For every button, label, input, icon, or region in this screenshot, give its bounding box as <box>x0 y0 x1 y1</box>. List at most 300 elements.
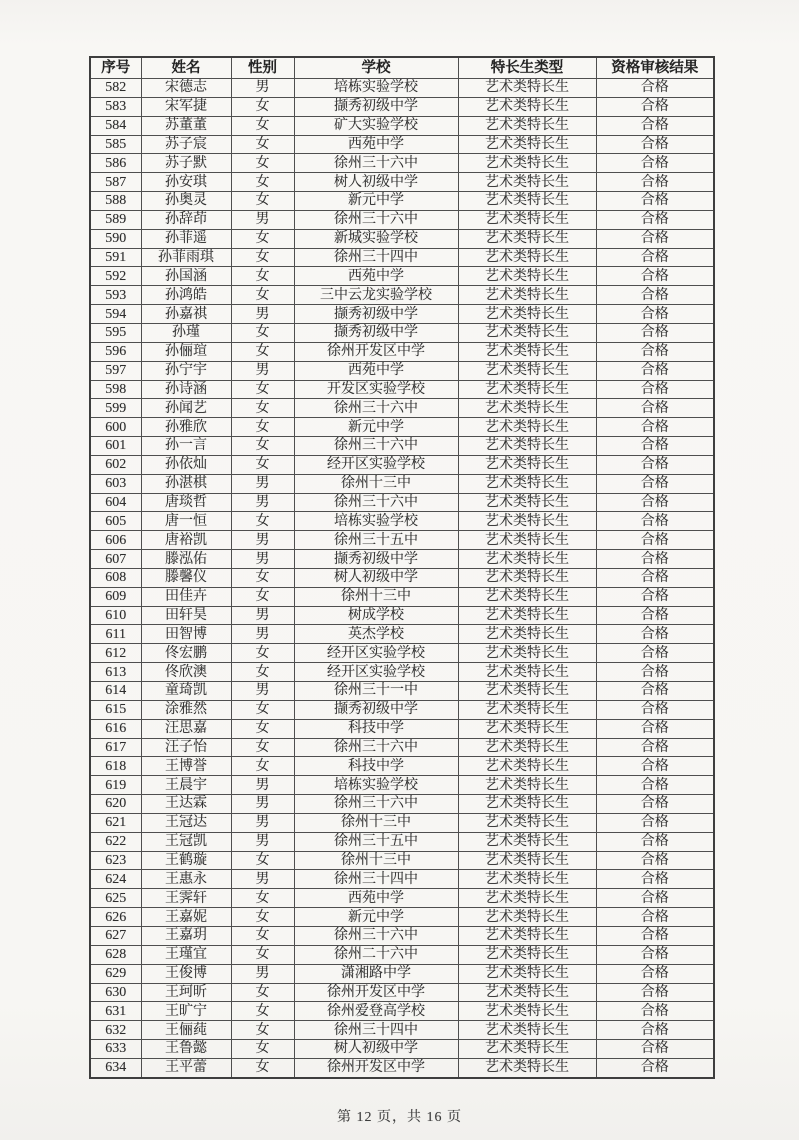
table-row <box>90 568 714 587</box>
cell-no: 600 <box>90 418 141 437</box>
cell-gender: 女 <box>231 380 294 399</box>
cell-result: 合格 <box>596 399 714 418</box>
cell-school: 徐州三十一中 <box>294 682 458 701</box>
table-row <box>90 1040 714 1059</box>
cell-gender: 男 <box>231 870 294 889</box>
cell-type: 艺术类特长生 <box>458 568 596 587</box>
cell-school: 三中云龙实验学校 <box>294 286 458 305</box>
cell-no: 593 <box>90 286 141 305</box>
cell-gender: 男 <box>231 493 294 512</box>
cell-name: 孙宁宇 <box>141 361 231 380</box>
table-row <box>90 512 714 531</box>
cell-name: 王博誉 <box>141 757 231 776</box>
cell-type: 艺术类特长生 <box>458 870 596 889</box>
cell-name: 王旷宁 <box>141 1002 231 1021</box>
cell-gender: 女 <box>231 587 294 606</box>
cell-result: 合格 <box>596 1021 714 1040</box>
cell-school: 徐州三十六中 <box>294 738 458 757</box>
table-row <box>90 757 714 776</box>
cell-type: 艺术类特长生 <box>458 286 596 305</box>
cell-result: 合格 <box>596 964 714 983</box>
cell-no: 588 <box>90 192 141 211</box>
cell-no: 605 <box>90 512 141 531</box>
cell-result: 合格 <box>596 908 714 927</box>
cell-gender: 男 <box>231 964 294 983</box>
cell-gender: 女 <box>231 889 294 908</box>
cell-gender: 男 <box>231 795 294 814</box>
cell-school: 徐州三十六中 <box>294 399 458 418</box>
cell-school: 西苑中学 <box>294 361 458 380</box>
cell-gender: 男 <box>231 210 294 229</box>
table-row <box>90 870 714 889</box>
table-row <box>90 606 714 625</box>
cell-type: 艺术类特长生 <box>458 531 596 550</box>
cell-no: 602 <box>90 455 141 474</box>
cell-name: 孙雅欣 <box>141 418 231 437</box>
cell-gender: 男 <box>231 606 294 625</box>
cell-name: 孙国涵 <box>141 267 231 286</box>
cell-gender: 女 <box>231 267 294 286</box>
cell-gender: 男 <box>231 531 294 550</box>
cell-result: 合格 <box>596 173 714 192</box>
cell-name: 王鹤璇 <box>141 851 231 870</box>
cell-name: 孙奥灵 <box>141 192 231 211</box>
cell-type: 艺术类特长生 <box>458 97 596 116</box>
cell-no: 608 <box>90 568 141 587</box>
cell-no: 614 <box>90 682 141 701</box>
cell-result: 合格 <box>596 512 714 531</box>
cell-no: 612 <box>90 644 141 663</box>
cell-result: 合格 <box>596 154 714 173</box>
cell-name: 宋德志 <box>141 79 231 98</box>
cell-result: 合格 <box>596 135 714 154</box>
cell-type: 艺术类特长生 <box>458 945 596 964</box>
cell-gender: 女 <box>231 719 294 738</box>
cell-name: 孙菲雨琪 <box>141 248 231 267</box>
cell-name: 田佳卉 <box>141 587 231 606</box>
cell-school: 徐州三十五中 <box>294 531 458 550</box>
table-row <box>90 286 714 305</box>
cell-gender: 女 <box>231 512 294 531</box>
cell-gender: 女 <box>231 286 294 305</box>
table-row <box>90 587 714 606</box>
table-row <box>90 682 714 701</box>
cell-name: 宋军捷 <box>141 97 231 116</box>
cell-school: 西苑中学 <box>294 267 458 286</box>
cell-gender: 男 <box>231 776 294 795</box>
cell-result: 合格 <box>596 267 714 286</box>
cell-gender: 女 <box>231 851 294 870</box>
cell-school: 科技中学 <box>294 757 458 776</box>
cell-result: 合格 <box>596 832 714 851</box>
cell-result: 合格 <box>596 889 714 908</box>
table-row <box>90 455 714 474</box>
cell-type: 艺术类特长生 <box>458 889 596 908</box>
cell-school: 新元中学 <box>294 908 458 927</box>
cell-gender: 女 <box>231 248 294 267</box>
cell-result: 合格 <box>596 248 714 267</box>
cell-name: 王珂昕 <box>141 983 231 1002</box>
cell-school: 徐州十三中 <box>294 851 458 870</box>
cell-no: 595 <box>90 323 141 342</box>
cell-type: 艺术类特长生 <box>458 229 596 248</box>
cell-no: 624 <box>90 870 141 889</box>
cell-name: 王冠凯 <box>141 832 231 851</box>
cell-type: 艺术类特长生 <box>458 550 596 569</box>
cell-result: 合格 <box>596 870 714 889</box>
cell-result: 合格 <box>596 79 714 98</box>
cell-no: 625 <box>90 889 141 908</box>
cell-name: 涂雅然 <box>141 700 231 719</box>
cell-gender: 男 <box>231 550 294 569</box>
cell-result: 合格 <box>596 361 714 380</box>
cell-type: 艺术类特长生 <box>458 795 596 814</box>
cell-type: 艺术类特长生 <box>458 305 596 324</box>
cell-result: 合格 <box>596 568 714 587</box>
cell-name: 滕泓佑 <box>141 550 231 569</box>
cell-no: 616 <box>90 719 141 738</box>
cell-name: 孙菲遥 <box>141 229 231 248</box>
cell-type: 艺术类特长生 <box>458 512 596 531</box>
cell-name: 王霁轩 <box>141 889 231 908</box>
table-row <box>90 399 714 418</box>
table-header <box>90 57 714 79</box>
table-row <box>90 97 714 116</box>
cell-type: 艺术类特长生 <box>458 663 596 682</box>
cell-type: 艺术类特长生 <box>458 851 596 870</box>
cell-school: 徐州十三中 <box>294 474 458 493</box>
cell-result: 合格 <box>596 945 714 964</box>
table-row <box>90 964 714 983</box>
cell-school: 徐州二十六中 <box>294 945 458 964</box>
cell-no: 634 <box>90 1058 141 1077</box>
cell-gender: 女 <box>231 1058 294 1077</box>
cell-school: 徐州十三中 <box>294 813 458 832</box>
cell-result: 合格 <box>596 983 714 1002</box>
cell-name: 唐一恒 <box>141 512 231 531</box>
col-header-gender: 性别 <box>231 57 294 79</box>
cell-gender: 女 <box>231 663 294 682</box>
cell-school: 开发区实验学校 <box>294 380 458 399</box>
cell-no: 623 <box>90 851 141 870</box>
cell-school: 新元中学 <box>294 418 458 437</box>
cell-no: 619 <box>90 776 141 795</box>
cell-name: 田轩昊 <box>141 606 231 625</box>
cell-school: 新元中学 <box>294 192 458 211</box>
cell-no: 596 <box>90 342 141 361</box>
cell-school: 徐州三十六中 <box>294 926 458 945</box>
cell-type: 艺术类特长生 <box>458 79 596 98</box>
cell-no: 628 <box>90 945 141 964</box>
cell-no: 611 <box>90 625 141 644</box>
table-row <box>90 173 714 192</box>
cell-result: 合格 <box>596 493 714 512</box>
cell-name: 佟宏鹏 <box>141 644 231 663</box>
cell-gender: 女 <box>231 173 294 192</box>
cell-no: 632 <box>90 1021 141 1040</box>
cell-gender: 女 <box>231 192 294 211</box>
cell-type: 艺术类特长生 <box>458 455 596 474</box>
cell-school: 培栋实验学校 <box>294 79 458 98</box>
table-row <box>90 889 714 908</box>
cell-result: 合格 <box>596 455 714 474</box>
cell-result: 合格 <box>596 437 714 456</box>
cell-school: 潇湘路中学 <box>294 964 458 983</box>
cell-type: 艺术类特长生 <box>458 1002 596 1021</box>
cell-gender: 男 <box>231 361 294 380</box>
cell-school: 科技中学 <box>294 719 458 738</box>
table-row <box>90 116 714 135</box>
cell-type: 艺术类特长生 <box>458 116 596 135</box>
cell-result: 合格 <box>596 116 714 135</box>
table-row <box>90 795 714 814</box>
table-row <box>90 229 714 248</box>
cell-type: 艺术类特长生 <box>458 908 596 927</box>
cell-gender: 女 <box>231 983 294 1002</box>
cell-no: 597 <box>90 361 141 380</box>
cell-name: 苏子宸 <box>141 135 231 154</box>
cell-gender: 男 <box>231 625 294 644</box>
cell-school: 徐州开发区中学 <box>294 1058 458 1077</box>
cell-school: 撷秀初级中学 <box>294 550 458 569</box>
cell-gender: 男 <box>231 682 294 701</box>
cell-no: 617 <box>90 738 141 757</box>
col-header-name: 姓名 <box>141 57 231 79</box>
cell-no: 592 <box>90 267 141 286</box>
cell-no: 587 <box>90 173 141 192</box>
header-row <box>90 57 714 79</box>
col-header-type: 特长生类型 <box>458 57 596 79</box>
cell-type: 艺术类特长生 <box>458 437 596 456</box>
table-row <box>90 776 714 795</box>
cell-result: 合格 <box>596 210 714 229</box>
cell-type: 艺术类特长生 <box>458 361 596 380</box>
cell-type: 艺术类特长生 <box>458 399 596 418</box>
cell-gender: 女 <box>231 135 294 154</box>
cell-result: 合格 <box>596 587 714 606</box>
cell-school: 徐州三十四中 <box>294 1021 458 1040</box>
cell-result: 合格 <box>596 644 714 663</box>
table-row <box>90 323 714 342</box>
cell-type: 艺术类特长生 <box>458 493 596 512</box>
cell-gender: 男 <box>231 474 294 493</box>
cell-result: 合格 <box>596 474 714 493</box>
cell-gender: 女 <box>231 399 294 418</box>
table-row <box>90 493 714 512</box>
cell-gender: 女 <box>231 1002 294 1021</box>
cell-type: 艺术类特长生 <box>458 1058 596 1077</box>
cell-gender: 女 <box>231 568 294 587</box>
cell-no: 622 <box>90 832 141 851</box>
cell-name: 童琦凯 <box>141 682 231 701</box>
cell-school: 徐州三十六中 <box>294 210 458 229</box>
col-header-result: 资格审核结果 <box>596 57 714 79</box>
cell-name: 孙辞茚 <box>141 210 231 229</box>
cell-result: 合格 <box>596 418 714 437</box>
cell-name: 汪子怡 <box>141 738 231 757</box>
cell-gender: 女 <box>231 700 294 719</box>
cell-result: 合格 <box>596 738 714 757</box>
cell-gender: 女 <box>231 1021 294 1040</box>
cell-result: 合格 <box>596 795 714 814</box>
cell-gender: 女 <box>231 154 294 173</box>
table-row <box>90 210 714 229</box>
table-row <box>90 1002 714 1021</box>
cell-type: 艺术类特长生 <box>458 192 596 211</box>
cell-school: 西苑中学 <box>294 889 458 908</box>
cell-type: 艺术类特长生 <box>458 474 596 493</box>
cell-gender: 女 <box>231 644 294 663</box>
cell-result: 合格 <box>596 813 714 832</box>
cell-result: 合格 <box>596 531 714 550</box>
cell-school: 撷秀初级中学 <box>294 97 458 116</box>
cell-gender: 女 <box>231 97 294 116</box>
cell-gender: 男 <box>231 813 294 832</box>
cell-type: 艺术类特长生 <box>458 267 596 286</box>
table-row <box>90 437 714 456</box>
table-row <box>90 1021 714 1040</box>
table-row <box>90 663 714 682</box>
cell-type: 艺术类特长生 <box>458 1040 596 1059</box>
cell-name: 孙湛棋 <box>141 474 231 493</box>
table-row <box>90 945 714 964</box>
cell-name: 孙一言 <box>141 437 231 456</box>
cell-result: 合格 <box>596 342 714 361</box>
cell-gender: 男 <box>231 305 294 324</box>
cell-school: 新城实验学校 <box>294 229 458 248</box>
cell-school: 树人初级中学 <box>294 173 458 192</box>
cell-type: 艺术类特长生 <box>458 418 596 437</box>
table-row <box>90 248 714 267</box>
cell-type: 艺术类特长生 <box>458 587 596 606</box>
cell-name: 孙闻艺 <box>141 399 231 418</box>
cell-type: 艺术类特长生 <box>458 173 596 192</box>
cell-school: 培栋实验学校 <box>294 776 458 795</box>
cell-name: 孙嘉祺 <box>141 305 231 324</box>
cell-type: 艺术类特长生 <box>458 719 596 738</box>
cell-result: 合格 <box>596 1002 714 1021</box>
cell-type: 艺术类特长生 <box>458 342 596 361</box>
cell-name: 滕馨仪 <box>141 568 231 587</box>
cell-result: 合格 <box>596 323 714 342</box>
cell-result: 合格 <box>596 305 714 324</box>
table-row <box>90 625 714 644</box>
table-body <box>90 79 714 1078</box>
cell-school: 徐州三十六中 <box>294 437 458 456</box>
cell-name: 王惠永 <box>141 870 231 889</box>
cell-gender: 女 <box>231 738 294 757</box>
cell-no: 594 <box>90 305 141 324</box>
cell-type: 艺术类特长生 <box>458 1021 596 1040</box>
cell-gender: 女 <box>231 945 294 964</box>
cell-result: 合格 <box>596 229 714 248</box>
cell-gender: 女 <box>231 116 294 135</box>
cell-gender: 女 <box>231 323 294 342</box>
cell-name: 苏董董 <box>141 116 231 135</box>
table-row <box>90 719 714 738</box>
cell-no: 630 <box>90 983 141 1002</box>
cell-name: 王晨宇 <box>141 776 231 795</box>
cell-no: 582 <box>90 79 141 98</box>
cell-result: 合格 <box>596 682 714 701</box>
cell-no: 609 <box>90 587 141 606</box>
cell-type: 艺术类特长生 <box>458 644 596 663</box>
cell-no: 585 <box>90 135 141 154</box>
cell-name: 王俊博 <box>141 964 231 983</box>
cell-school: 撷秀初级中学 <box>294 305 458 324</box>
cell-no: 610 <box>90 606 141 625</box>
col-header-no: 序号 <box>90 57 141 79</box>
cell-no: 606 <box>90 531 141 550</box>
cell-result: 合格 <box>596 97 714 116</box>
cell-type: 艺术类特长生 <box>458 323 596 342</box>
cell-type: 艺术类特长生 <box>458 738 596 757</box>
cell-name: 王嘉玥 <box>141 926 231 945</box>
cell-type: 艺术类特长生 <box>458 210 596 229</box>
table-row <box>90 418 714 437</box>
cell-no: 620 <box>90 795 141 814</box>
cell-gender: 女 <box>231 342 294 361</box>
cell-school: 撷秀初级中学 <box>294 323 458 342</box>
cell-type: 艺术类特长生 <box>458 926 596 945</box>
cell-no: 599 <box>90 399 141 418</box>
cell-school: 矿大实验学校 <box>294 116 458 135</box>
cell-school: 培栋实验学校 <box>294 512 458 531</box>
table-row <box>90 983 714 1002</box>
cell-result: 合格 <box>596 757 714 776</box>
cell-school: 徐州开发区中学 <box>294 983 458 1002</box>
cell-school: 徐州三十六中 <box>294 493 458 512</box>
cell-gender: 女 <box>231 229 294 248</box>
cell-no: 590 <box>90 229 141 248</box>
cell-school: 撷秀初级中学 <box>294 700 458 719</box>
cell-gender: 男 <box>231 832 294 851</box>
table-row <box>90 474 714 493</box>
cell-type: 艺术类特长生 <box>458 606 596 625</box>
cell-result: 合格 <box>596 700 714 719</box>
col-header-school: 学校 <box>294 57 458 79</box>
cell-no: 618 <box>90 757 141 776</box>
cell-result: 合格 <box>596 776 714 795</box>
cell-name: 王达霖 <box>141 795 231 814</box>
cell-no: 601 <box>90 437 141 456</box>
cell-type: 艺术类特长生 <box>458 682 596 701</box>
cell-type: 艺术类特长生 <box>458 135 596 154</box>
cell-name: 王嘉妮 <box>141 908 231 927</box>
cell-type: 艺术类特长生 <box>458 700 596 719</box>
cell-school: 树人初级中学 <box>294 1040 458 1059</box>
cell-name: 苏子默 <box>141 154 231 173</box>
cell-name: 唐裕凯 <box>141 531 231 550</box>
table-row <box>90 380 714 399</box>
cell-gender: 女 <box>231 1040 294 1059</box>
cell-name: 孙鸿皓 <box>141 286 231 305</box>
cell-school: 经开区实验学校 <box>294 455 458 474</box>
cell-school: 树人初级中学 <box>294 568 458 587</box>
cell-result: 合格 <box>596 286 714 305</box>
cell-name: 王鲁懿 <box>141 1040 231 1059</box>
cell-type: 艺术类特长生 <box>458 380 596 399</box>
cell-gender: 女 <box>231 757 294 776</box>
cell-no: 629 <box>90 964 141 983</box>
table-row <box>90 851 714 870</box>
cell-type: 艺术类特长生 <box>458 776 596 795</box>
cell-name: 孙诗涵 <box>141 380 231 399</box>
cell-school: 徐州三十六中 <box>294 795 458 814</box>
table-row <box>90 79 714 98</box>
cell-type: 艺术类特长生 <box>458 964 596 983</box>
cell-school: 经开区实验学校 <box>294 644 458 663</box>
